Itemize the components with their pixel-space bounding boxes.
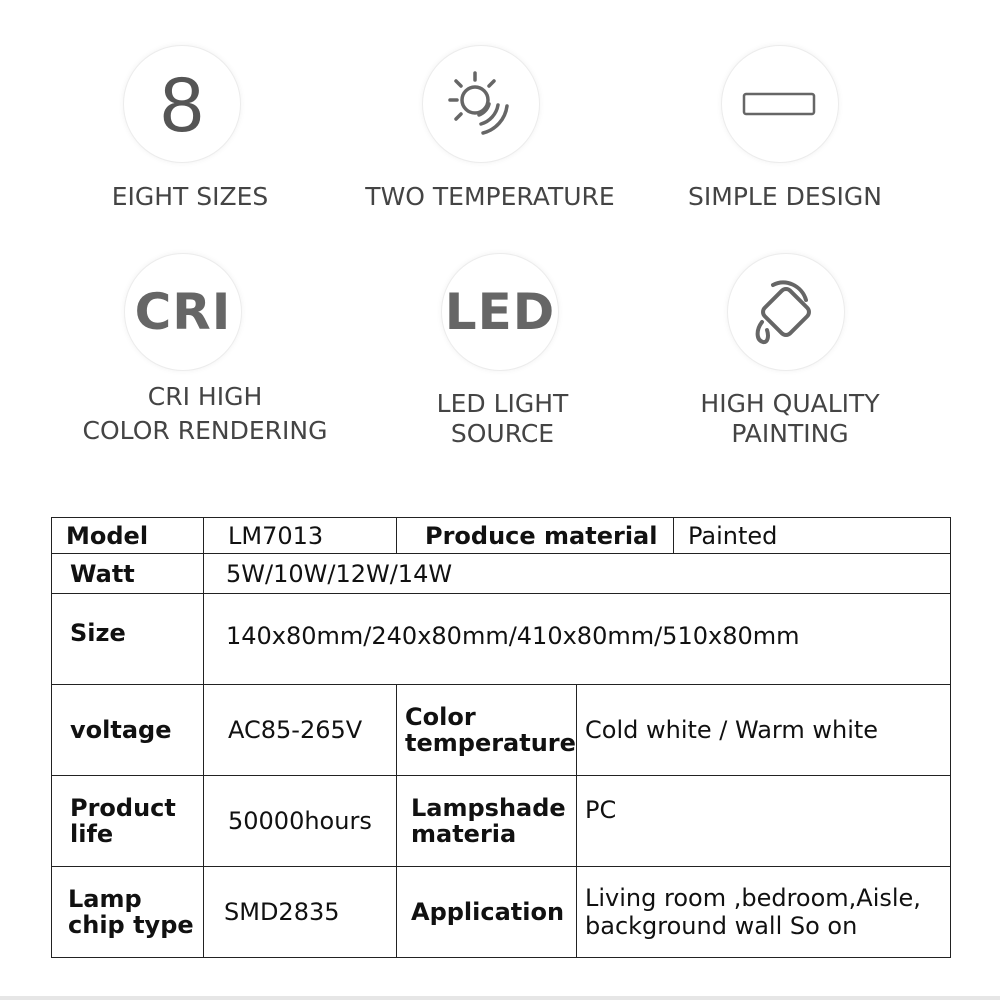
- color-temperature-label-line2: temperature: [405, 729, 576, 757]
- feature-eight-sizes-label: EIGHT SIZES: [111, 182, 269, 211]
- feature-painting-circle: [727, 253, 845, 371]
- lampshade-material-label-line1: Lampshade: [411, 794, 566, 822]
- product-life-value: 50000hours: [204, 776, 397, 867]
- application-value: [577, 867, 951, 958]
- watt-label: Watt: [52, 554, 204, 594]
- lampshade-material-label: [397, 776, 577, 867]
- voltage-label: voltage: [52, 685, 204, 776]
- application-value-line2: background wall So on: [585, 912, 858, 940]
- material-value: Painted: [674, 518, 951, 554]
- product-life-label-line2: life: [70, 820, 114, 848]
- lamp-chip-type-value: SMD2835: [204, 867, 397, 958]
- led-text-icon: LED: [444, 283, 556, 341]
- lamp-chip-type-label: [52, 867, 204, 958]
- feature-simple-design-label: SIMPLE DESIGN: [688, 182, 882, 211]
- size-label: Size: [52, 594, 204, 685]
- watt-value: 5W/10W/12W/14W: [204, 554, 951, 594]
- feature-cri-label-line2: COLOR RENDERING: [82, 416, 328, 445]
- material-label: Produce material: [397, 518, 674, 554]
- feature-led-label-line2: SOURCE: [450, 419, 555, 448]
- feature-led-circle: [441, 253, 559, 371]
- bottom-divider: [0, 996, 1000, 1000]
- feature-cri-label: [60, 380, 350, 448]
- rectangle-panel-icon: [740, 89, 820, 119]
- spec-table: [51, 517, 951, 958]
- feature-two-temperature-label: TWO TEMPERATURE: [365, 182, 615, 211]
- feature-two-temperature-circle: [422, 45, 540, 163]
- feature-eight-sizes-circle: [123, 45, 241, 163]
- size-value: 140x80mm/240x80mm/410x80mm/510x80mm: [204, 594, 951, 685]
- cri-text-icon: CRI: [134, 283, 232, 341]
- sun-temperature-icon: [441, 64, 521, 144]
- model-value: LM7013: [204, 518, 397, 554]
- table-row: [52, 867, 951, 958]
- feature-led-label-line1: LED LIGHT: [436, 389, 569, 418]
- voltage-value: AC85-265V: [204, 685, 397, 776]
- feature-cri-circle: [124, 253, 242, 371]
- feature-painting-label: [670, 387, 910, 451]
- table-row: [52, 685, 951, 776]
- color-temperature-label-line1: Color: [405, 703, 476, 731]
- paint-bucket-icon: [746, 272, 826, 352]
- table-row: [52, 594, 951, 685]
- color-temperature-label: [397, 685, 577, 776]
- feature-led-label: [400, 387, 605, 451]
- feature-painting-label-line1: HIGH QUALITY: [700, 389, 880, 418]
- application-label: Application: [397, 867, 577, 958]
- feature-cri-label-line1: CRI HIGH: [147, 382, 263, 411]
- color-temperature-value: Cold white / Warm white: [577, 685, 951, 776]
- table-row: [52, 776, 951, 867]
- lampshade-material-value: PC: [577, 776, 951, 867]
- application-value-line1: Living room ,bedroom,Aisle,: [585, 884, 921, 912]
- product-life-label: [52, 776, 204, 867]
- lampshade-material-label-line2: materia: [411, 820, 517, 848]
- feature-painting-label-line2: PAINTING: [731, 419, 849, 448]
- number-eight-icon: 8: [160, 60, 204, 148]
- lamp-chip-type-label-line2: chip type: [68, 911, 194, 939]
- product-life-label-line1: Product: [70, 794, 176, 822]
- table-row: [52, 554, 951, 594]
- table-row: [52, 518, 951, 554]
- lamp-chip-type-label-line1: Lamp: [68, 885, 142, 913]
- feature-simple-design-circle: [721, 45, 839, 163]
- model-label: Model: [52, 518, 204, 554]
